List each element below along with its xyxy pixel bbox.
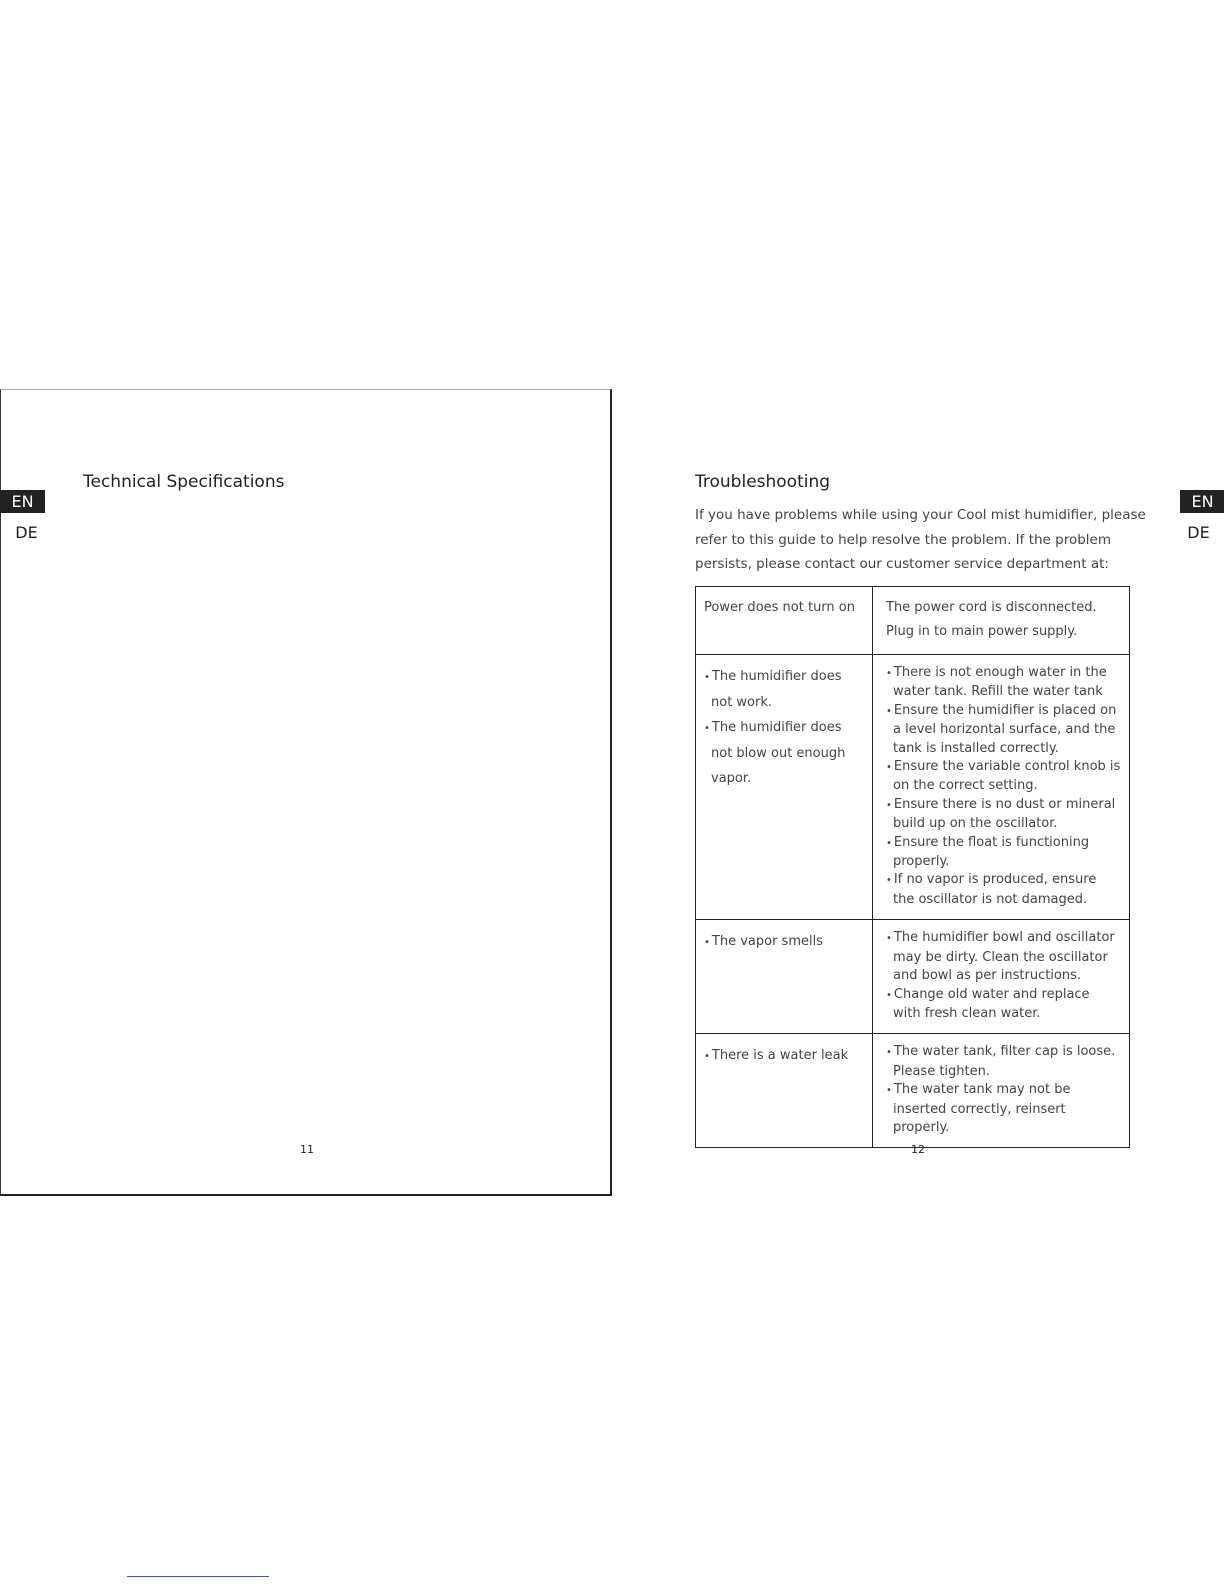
solution-bullet: • If no vapor is produced, ensure the oscillator is not damaged. <box>886 871 1121 909</box>
problem-cell <box>696 920 873 1034</box>
left-page-number: 11 <box>300 1143 314 1156</box>
left-page <box>0 389 612 1196</box>
solution-cell <box>873 920 1130 1034</box>
right-page-number: 12 <box>911 1143 925 1156</box>
solution-bullet: • There is not enough water in the water tank. Refill the water tank <box>886 664 1121 702</box>
troubleshooting-table <box>695 586 1130 1148</box>
troubleshooting-intro: If you have problems while using your Cool mist humidifier, please refer to this guide to help resolve the problem. If the problem persists, please contact our customer service department at: <box>695 507 1146 572</box>
lang-tab-en-right: EN <box>1180 490 1224 513</box>
left-page-title: Technical Specifications <box>83 472 285 492</box>
lang-tab-de-right: DE <box>1187 523 1210 542</box>
right-page-title: Troubleshooting <box>695 472 831 492</box>
lang-tab-en-left: EN <box>0 490 45 513</box>
problem-cell <box>696 1034 873 1148</box>
solution-cell <box>873 655 1130 920</box>
solution-bullet: • The water tank may not be inserted correctly, reinsert properly. <box>886 1081 1121 1137</box>
problem-cell <box>696 655 873 920</box>
solution-bullet: • The humidifier bowl and oscillator may be dirty. Clean the oscillator and bowl as per instructions. <box>886 929 1121 985</box>
problem-bullet: • The humidifier does not blow out enough vapor. <box>704 715 864 791</box>
problem-bullet: • The vapor smells <box>704 929 864 955</box>
table-row <box>696 1034 1130 1148</box>
solution-bullet: • The water tank, filter cap is loose. Please tighten. <box>886 1043 1121 1081</box>
solution-line: The power cord is disconnected. <box>886 600 1097 615</box>
problem-cell <box>696 587 873 655</box>
problem-text: Power does not turn on <box>704 600 855 615</box>
solution-bullet: • Ensure there is no dust or mineral build up on the oscillator. <box>886 796 1121 834</box>
hyperlink-underline[interactable] <box>127 1576 269 1577</box>
problem-bullet: • The humidifier does not work. <box>704 664 864 715</box>
solution-bullet: • Ensure the float is functioning properly. <box>886 834 1121 872</box>
solution-bullet: • Ensure the humidifier is placed on a level horizontal surface, and the tank is installed correctly. <box>886 702 1121 758</box>
problem-bullet: • There is a water leak <box>704 1043 864 1069</box>
table-row <box>696 587 1130 655</box>
lang-tab-de-left: DE <box>15 523 38 542</box>
solution-bullet: • Change old water and replace with fresh clean water. <box>886 986 1121 1024</box>
table-row <box>696 655 1130 920</box>
solution-cell <box>873 587 1130 655</box>
solution-line: Plug in to main power supply. <box>886 624 1078 639</box>
solution-bullet: • Ensure the variable control knob is on the correct setting. <box>886 758 1121 796</box>
solution-cell <box>873 1034 1130 1148</box>
table-row <box>696 920 1130 1034</box>
